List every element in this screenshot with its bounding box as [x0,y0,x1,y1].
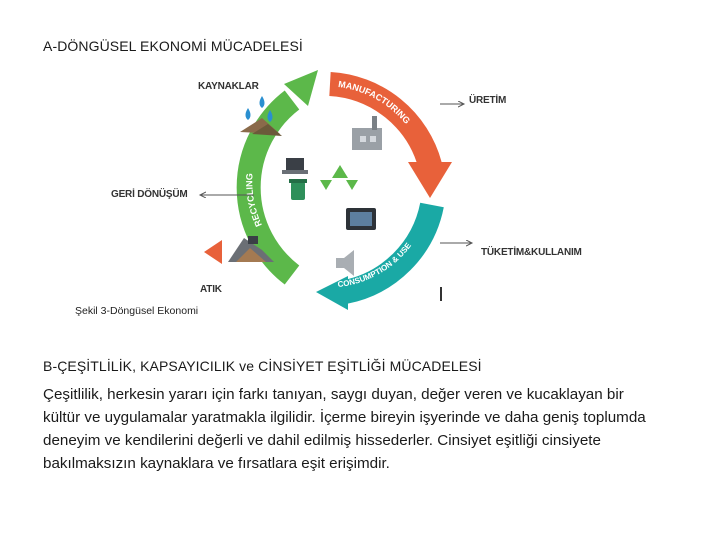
tablet-icon [346,208,376,230]
text-cursor [440,287,442,301]
label-geri-donusum: GERİ DÖNÜŞÜM [111,189,188,200]
label-atik: ATIK [200,284,222,295]
section-b-paragraph: Çeşitlilik, herkesin yararı için farkı tanıyan, saygı duyan, değer veren ve kucaklayan bir kültür ve uygulamalar yaratmakla ilgilidir. İçerme bireyin işyerinde ve daha geniş toplumda deneyim ve kendilerini değerli ve dahil edilmiş hissederler. Cinsiyet eşitliği cinsiyete bakılmaksızın kaynaklara ve fırsatlara eşit erişimdir. [43,386,646,472]
recycle-bin-icon [289,179,307,200]
arrow-atik [204,240,222,264]
label-kaynaklar: KAYNAKLAR [198,81,259,92]
label-uretim: ÜRETİM [469,95,507,106]
figure-caption: Şekil 3-Döngüsel Ekonomi [75,305,199,317]
arc-label-manufacturing: MANUFACTURING [337,79,413,126]
section-b-title: B-ÇEŞİTLİLİK, KAPSAYICILIK ve CİNSİYET EŞİTLİĞİ MÜCADELESİ [43,358,482,374]
section-a-title: A-DÖNGÜSEL EKONOMİ MÜCADELESİ [43,38,303,54]
label-tuketim: TÜKETİM&KULLANIM [481,247,582,258]
laptop-icon [282,158,308,174]
speaker-icon [336,250,354,276]
recycle-icon [320,165,358,190]
factory-icon [352,116,382,150]
arc-label-consumption: CONSUMPTION & USE [337,241,413,290]
arc-label-recycling: RECYCLING [244,172,264,229]
manufacturing-arrowhead [408,162,452,198]
